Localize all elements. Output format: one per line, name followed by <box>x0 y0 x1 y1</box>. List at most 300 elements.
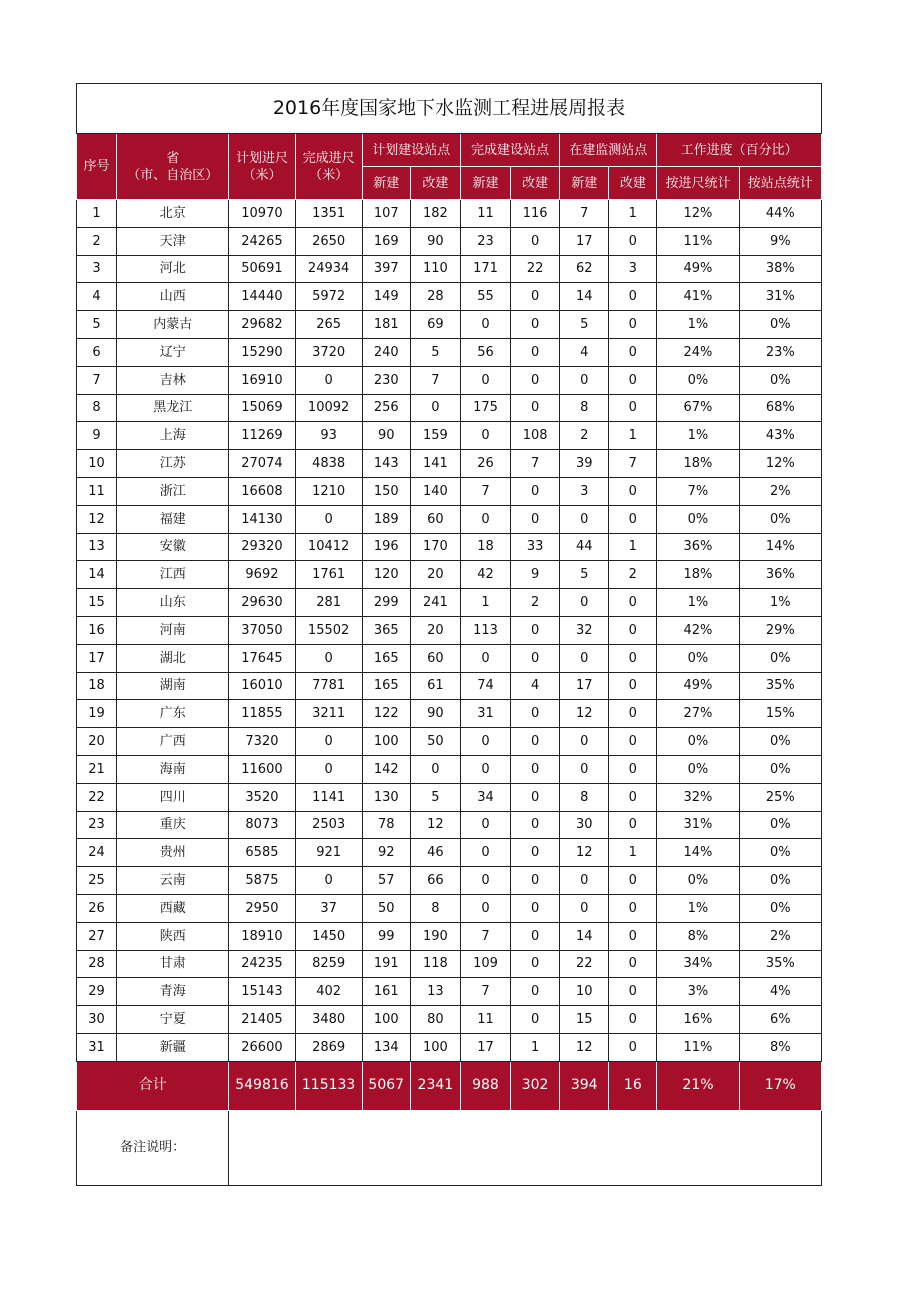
row-building-rebuild: 1 <box>609 200 657 228</box>
row-progress-footage: 18% <box>657 561 739 589</box>
row-plan-rebuild: 159 <box>410 422 460 450</box>
table-row <box>77 755 822 783</box>
row-progress-sites: 36% <box>739 561 821 589</box>
row-progress-footage: 1% <box>657 422 739 450</box>
table-row <box>77 255 822 283</box>
row-province: 天津 <box>117 227 229 255</box>
row-done-footage: 0 <box>295 728 362 756</box>
row-plan-new: 240 <box>362 338 410 366</box>
row-building-new: 5 <box>560 561 609 589</box>
row-progress-footage: 32% <box>657 783 739 811</box>
row-done-footage: 37 <box>295 894 362 922</box>
row-done-footage: 2650 <box>295 227 362 255</box>
row-plan-rebuild: 28 <box>410 283 460 311</box>
row-progress-sites: 35% <box>739 950 821 978</box>
row-plan-rebuild: 50 <box>410 728 460 756</box>
row-done-new: 109 <box>460 950 510 978</box>
table-row <box>77 1006 822 1034</box>
row-building-rebuild: 1 <box>609 839 657 867</box>
total-label: 合计 <box>77 1061 229 1110</box>
row-plan-rebuild: 7 <box>410 366 460 394</box>
table-row <box>77 839 822 867</box>
row-plan-footage: 26600 <box>229 1033 295 1061</box>
row-seq: 28 <box>77 950 117 978</box>
row-done-footage: 10092 <box>295 394 362 422</box>
row-building-rebuild: 0 <box>609 505 657 533</box>
table-row <box>77 394 822 422</box>
row-plan-rebuild: 12 <box>410 811 460 839</box>
table-row <box>77 283 822 311</box>
row-building-new: 10 <box>560 978 609 1006</box>
row-progress-footage: 34% <box>657 950 739 978</box>
row-done-footage: 265 <box>295 311 362 339</box>
row-progress-sites: 0% <box>739 311 821 339</box>
row-plan-new: 191 <box>362 950 410 978</box>
row-done-new: 175 <box>460 394 510 422</box>
row-done-footage: 7781 <box>295 672 362 700</box>
header-by-sites: 按站点统计 <box>739 167 821 200</box>
row-done-rebuild: 0 <box>511 811 560 839</box>
row-progress-sites: 0% <box>739 839 821 867</box>
row-done-rebuild: 0 <box>511 616 560 644</box>
header-plan-new: 新建 <box>362 167 410 200</box>
table-row <box>77 978 822 1006</box>
row-plan-rebuild: 69 <box>410 311 460 339</box>
row-province: 辽宁 <box>117 338 229 366</box>
row-plan-rebuild: 66 <box>410 867 460 895</box>
row-progress-sites: 15% <box>739 700 821 728</box>
row-progress-sites: 25% <box>739 783 821 811</box>
row-plan-rebuild: 190 <box>410 922 460 950</box>
row-plan-rebuild: 60 <box>410 644 460 672</box>
row-seq: 5 <box>77 311 117 339</box>
row-progress-footage: 0% <box>657 867 739 895</box>
row-plan-new: 50 <box>362 894 410 922</box>
table-row <box>77 227 822 255</box>
table-row <box>77 811 822 839</box>
row-progress-footage: 0% <box>657 644 739 672</box>
row-building-rebuild: 1 <box>609 533 657 561</box>
table-row <box>77 366 822 394</box>
row-plan-new: 165 <box>362 644 410 672</box>
row-province: 重庆 <box>117 811 229 839</box>
table-row <box>77 200 822 228</box>
row-done-rebuild: 0 <box>511 227 560 255</box>
row-done-rebuild: 9 <box>511 561 560 589</box>
row-plan-footage: 15290 <box>229 338 295 366</box>
total-done-footage: 115133 <box>295 1061 362 1110</box>
row-building-rebuild: 7 <box>609 450 657 478</box>
row-done-new: 0 <box>460 839 510 867</box>
row-province: 浙江 <box>117 477 229 505</box>
row-seq: 22 <box>77 783 117 811</box>
table-row <box>77 867 822 895</box>
row-done-footage: 93 <box>295 422 362 450</box>
row-building-new: 12 <box>560 700 609 728</box>
row-done-footage: 921 <box>295 839 362 867</box>
row-plan-footage: 29682 <box>229 311 295 339</box>
row-done-rebuild: 0 <box>511 394 560 422</box>
table-row <box>77 728 822 756</box>
row-plan-new: 196 <box>362 533 410 561</box>
table-row <box>77 311 822 339</box>
row-seq: 13 <box>77 533 117 561</box>
total-done-rebuild: 302 <box>511 1061 560 1110</box>
row-building-rebuild: 0 <box>609 783 657 811</box>
table-row <box>77 922 822 950</box>
row-building-rebuild: 0 <box>609 950 657 978</box>
row-done-footage: 1351 <box>295 200 362 228</box>
row-progress-footage: 14% <box>657 839 739 867</box>
row-done-rebuild: 4 <box>511 672 560 700</box>
header-done-footage-line2: （米） <box>309 167 349 183</box>
row-done-rebuild: 116 <box>511 200 560 228</box>
row-progress-sites: 0% <box>739 755 821 783</box>
row-building-new: 0 <box>560 589 609 617</box>
row-building-new: 0 <box>560 644 609 672</box>
header-by-footage: 按进尺统计 <box>657 167 739 200</box>
row-progress-footage: 67% <box>657 394 739 422</box>
table-row <box>77 477 822 505</box>
row-plan-footage: 24235 <box>229 950 295 978</box>
row-progress-footage: 1% <box>657 894 739 922</box>
row-building-new: 15 <box>560 1006 609 1034</box>
row-seq: 6 <box>77 338 117 366</box>
row-done-new: 113 <box>460 616 510 644</box>
row-done-footage: 0 <box>295 755 362 783</box>
header-done-sites: 完成建设站点 <box>460 134 559 167</box>
row-seq: 30 <box>77 1006 117 1034</box>
row-plan-new: 78 <box>362 811 410 839</box>
row-done-new: 23 <box>460 227 510 255</box>
row-province: 宁夏 <box>117 1006 229 1034</box>
table-row <box>77 422 822 450</box>
row-progress-footage: 11% <box>657 227 739 255</box>
row-seq: 7 <box>77 366 117 394</box>
row-building-new: 14 <box>560 283 609 311</box>
row-done-new: 74 <box>460 672 510 700</box>
row-plan-rebuild: 5 <box>410 338 460 366</box>
row-progress-footage: 7% <box>657 477 739 505</box>
row-progress-footage: 36% <box>657 533 739 561</box>
row-building-new: 22 <box>560 950 609 978</box>
row-done-footage: 15502 <box>295 616 362 644</box>
header-province <box>117 134 229 200</box>
table-row <box>77 700 822 728</box>
row-building-rebuild: 3 <box>609 255 657 283</box>
row-progress-footage: 49% <box>657 255 739 283</box>
row-province: 湖北 <box>117 644 229 672</box>
row-progress-footage: 11% <box>657 1033 739 1061</box>
row-plan-footage: 2950 <box>229 894 295 922</box>
total-building-rebuild: 16 <box>609 1061 657 1110</box>
row-building-new: 12 <box>560 1033 609 1061</box>
row-seq: 3 <box>77 255 117 283</box>
row-province: 吉林 <box>117 366 229 394</box>
row-seq: 12 <box>77 505 117 533</box>
header-building-sites: 在建监测站点 <box>560 134 657 167</box>
row-progress-footage: 1% <box>657 589 739 617</box>
row-progress-sites: 0% <box>739 505 821 533</box>
row-province: 山东 <box>117 589 229 617</box>
row-building-rebuild: 0 <box>609 672 657 700</box>
row-seq: 17 <box>77 644 117 672</box>
row-building-new: 62 <box>560 255 609 283</box>
row-done-footage: 0 <box>295 366 362 394</box>
row-progress-sites: 2% <box>739 477 821 505</box>
row-building-rebuild: 0 <box>609 978 657 1006</box>
row-progress-footage: 12% <box>657 200 739 228</box>
row-plan-new: 134 <box>362 1033 410 1061</box>
row-progress-footage: 0% <box>657 505 739 533</box>
row-building-new: 0 <box>560 366 609 394</box>
row-province: 福建 <box>117 505 229 533</box>
row-seq: 21 <box>77 755 117 783</box>
row-plan-footage: 8073 <box>229 811 295 839</box>
row-done-rebuild: 0 <box>511 978 560 1006</box>
row-province: 河南 <box>117 616 229 644</box>
header-done-footage-line1: 完成进尺 <box>302 150 355 166</box>
row-province: 甘肃 <box>117 950 229 978</box>
row-plan-rebuild: 61 <box>410 672 460 700</box>
row-done-footage: 402 <box>295 978 362 1006</box>
row-done-rebuild: 0 <box>511 867 560 895</box>
row-seq: 4 <box>77 283 117 311</box>
row-done-footage: 24934 <box>295 255 362 283</box>
row-plan-new: 181 <box>362 311 410 339</box>
row-building-rebuild: 0 <box>609 311 657 339</box>
row-progress-footage: 42% <box>657 616 739 644</box>
row-done-new: 34 <box>460 783 510 811</box>
row-plan-new: 230 <box>362 366 410 394</box>
row-plan-new: 365 <box>362 616 410 644</box>
table-row <box>77 505 822 533</box>
row-plan-new: 161 <box>362 978 410 1006</box>
row-done-footage: 281 <box>295 589 362 617</box>
row-progress-sites: 35% <box>739 672 821 700</box>
row-plan-new: 100 <box>362 728 410 756</box>
row-province: 西藏 <box>117 894 229 922</box>
row-seq: 15 <box>77 589 117 617</box>
row-building-rebuild: 0 <box>609 227 657 255</box>
row-done-rebuild: 2 <box>511 589 560 617</box>
header-done-footage <box>295 134 362 200</box>
row-done-rebuild: 33 <box>511 533 560 561</box>
row-plan-footage: 14130 <box>229 505 295 533</box>
row-plan-footage: 7320 <box>229 728 295 756</box>
row-progress-footage: 0% <box>657 366 739 394</box>
row-plan-new: 107 <box>362 200 410 228</box>
row-building-new: 5 <box>560 311 609 339</box>
row-province: 青海 <box>117 978 229 1006</box>
row-done-rebuild: 0 <box>511 755 560 783</box>
row-done-new: 55 <box>460 283 510 311</box>
row-done-footage: 2869 <box>295 1033 362 1061</box>
row-plan-rebuild: 170 <box>410 533 460 561</box>
total-plan-rebuild: 2341 <box>410 1061 460 1110</box>
row-progress-footage: 41% <box>657 283 739 311</box>
header-province-line2: （市、自治区） <box>127 167 219 183</box>
row-done-footage: 1450 <box>295 922 362 950</box>
row-seq: 23 <box>77 811 117 839</box>
header-progress: 工作进度（百分比） <box>657 134 822 167</box>
report-title: 2016年度国家地下水监测工程进展周报表 <box>77 84 822 134</box>
row-plan-footage: 15069 <box>229 394 295 422</box>
row-progress-footage: 16% <box>657 1006 739 1034</box>
row-done-rebuild: 0 <box>511 283 560 311</box>
row-progress-sites: 0% <box>739 728 821 756</box>
row-plan-new: 165 <box>362 672 410 700</box>
row-building-rebuild: 0 <box>609 700 657 728</box>
row-progress-sites: 43% <box>739 422 821 450</box>
row-seq: 29 <box>77 978 117 1006</box>
total-progress-footage: 21% <box>657 1061 739 1110</box>
row-province: 江苏 <box>117 450 229 478</box>
row-building-rebuild: 0 <box>609 644 657 672</box>
row-plan-new: 299 <box>362 589 410 617</box>
row-done-new: 26 <box>460 450 510 478</box>
row-plan-new: 397 <box>362 255 410 283</box>
row-done-rebuild: 0 <box>511 728 560 756</box>
row-building-new: 0 <box>560 728 609 756</box>
table-row <box>77 561 822 589</box>
row-plan-new: 149 <box>362 283 410 311</box>
row-done-footage: 8259 <box>295 950 362 978</box>
row-seq: 25 <box>77 867 117 895</box>
row-building-rebuild: 0 <box>609 338 657 366</box>
row-done-rebuild: 0 <box>511 477 560 505</box>
row-seq: 20 <box>77 728 117 756</box>
row-seq: 16 <box>77 616 117 644</box>
row-done-footage: 3480 <box>295 1006 362 1034</box>
row-plan-new: 120 <box>362 561 410 589</box>
row-province: 河北 <box>117 255 229 283</box>
row-progress-footage: 0% <box>657 755 739 783</box>
row-province: 山西 <box>117 283 229 311</box>
table-row <box>77 1033 822 1061</box>
row-building-rebuild: 0 <box>609 1033 657 1061</box>
row-done-new: 0 <box>460 894 510 922</box>
row-done-footage: 0 <box>295 867 362 895</box>
row-done-new: 7 <box>460 922 510 950</box>
row-province: 广东 <box>117 700 229 728</box>
row-building-new: 8 <box>560 783 609 811</box>
row-progress-footage: 1% <box>657 311 739 339</box>
row-plan-rebuild: 241 <box>410 589 460 617</box>
row-plan-rebuild: 100 <box>410 1033 460 1061</box>
row-plan-footage: 11600 <box>229 755 295 783</box>
note-content[interactable] <box>229 1110 822 1185</box>
header-building-rebuild: 改建 <box>609 167 657 200</box>
row-building-rebuild: 0 <box>609 616 657 644</box>
row-progress-footage: 0% <box>657 728 739 756</box>
row-plan-rebuild: 90 <box>410 227 460 255</box>
row-province: 陕西 <box>117 922 229 950</box>
row-seq: 9 <box>77 422 117 450</box>
row-plan-footage: 16608 <box>229 477 295 505</box>
row-done-rebuild: 0 <box>511 922 560 950</box>
row-plan-rebuild: 0 <box>410 394 460 422</box>
row-done-footage: 0 <box>295 644 362 672</box>
row-plan-rebuild: 8 <box>410 894 460 922</box>
row-seq: 31 <box>77 1033 117 1061</box>
row-progress-sites: 23% <box>739 338 821 366</box>
row-building-new: 0 <box>560 755 609 783</box>
row-plan-rebuild: 46 <box>410 839 460 867</box>
row-plan-footage: 18910 <box>229 922 295 950</box>
row-plan-footage: 50691 <box>229 255 295 283</box>
row-province: 江西 <box>117 561 229 589</box>
row-done-footage: 5972 <box>295 283 362 311</box>
row-building-new: 14 <box>560 922 609 950</box>
row-plan-footage: 16910 <box>229 366 295 394</box>
row-plan-footage: 11269 <box>229 422 295 450</box>
row-plan-footage: 21405 <box>229 1006 295 1034</box>
row-plan-new: 143 <box>362 450 410 478</box>
row-seq: 2 <box>77 227 117 255</box>
table-row <box>77 533 822 561</box>
table-row <box>77 783 822 811</box>
row-progress-sites: 38% <box>739 255 821 283</box>
row-done-footage: 2503 <box>295 811 362 839</box>
row-done-new: 0 <box>460 311 510 339</box>
row-done-new: 0 <box>460 422 510 450</box>
row-plan-rebuild: 90 <box>410 700 460 728</box>
row-progress-sites: 12% <box>739 450 821 478</box>
row-plan-new: 100 <box>362 1006 410 1034</box>
row-done-new: 171 <box>460 255 510 283</box>
row-done-new: 18 <box>460 533 510 561</box>
row-progress-footage: 27% <box>657 700 739 728</box>
header-plan-rebuild: 改建 <box>410 167 460 200</box>
row-done-footage: 3720 <box>295 338 362 366</box>
row-progress-footage: 49% <box>657 672 739 700</box>
row-done-new: 0 <box>460 366 510 394</box>
row-plan-rebuild: 118 <box>410 950 460 978</box>
row-done-footage: 1761 <box>295 561 362 589</box>
row-plan-rebuild: 0 <box>410 755 460 783</box>
row-progress-sites: 1% <box>739 589 821 617</box>
row-province: 上海 <box>117 422 229 450</box>
row-building-rebuild: 0 <box>609 394 657 422</box>
progress-table <box>76 83 822 1186</box>
row-plan-footage: 17645 <box>229 644 295 672</box>
row-done-new: 0 <box>460 505 510 533</box>
row-building-rebuild: 0 <box>609 589 657 617</box>
row-plan-new: 99 <box>362 922 410 950</box>
row-plan-footage: 29630 <box>229 589 295 617</box>
row-plan-footage: 3520 <box>229 783 295 811</box>
row-done-new: 11 <box>460 1006 510 1034</box>
header-plan-sites: 计划建设站点 <box>362 134 460 167</box>
note-label: 备注说明： <box>77 1110 229 1185</box>
table-row <box>77 616 822 644</box>
row-done-new: 0 <box>460 811 510 839</box>
row-building-new: 30 <box>560 811 609 839</box>
row-done-rebuild: 0 <box>511 894 560 922</box>
row-done-rebuild: 0 <box>511 505 560 533</box>
row-progress-sites: 0% <box>739 644 821 672</box>
row-done-footage: 1141 <box>295 783 362 811</box>
row-progress-sites: 0% <box>739 867 821 895</box>
data-rows <box>77 200 822 1062</box>
row-building-new: 0 <box>560 505 609 533</box>
row-seq: 24 <box>77 839 117 867</box>
note-row <box>77 1110 822 1185</box>
table-row <box>77 589 822 617</box>
row-seq: 1 <box>77 200 117 228</box>
row-building-rebuild: 0 <box>609 1006 657 1034</box>
